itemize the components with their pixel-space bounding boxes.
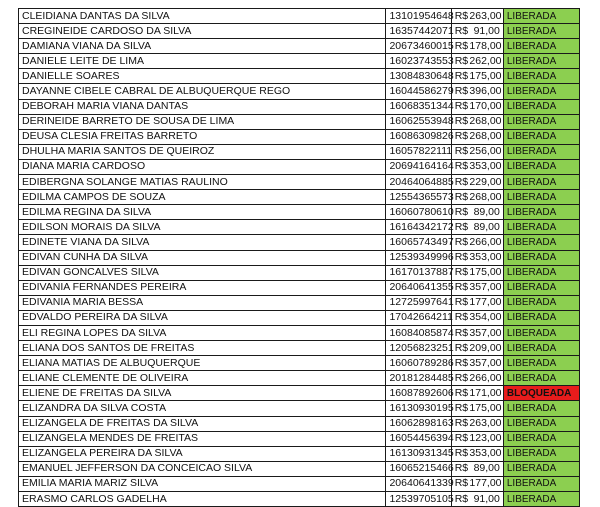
currency-cell: R$ [451, 84, 466, 99]
id-number-cell: 13084830648 [386, 69, 451, 84]
status-badge: LIBERADA [503, 24, 579, 39]
name-cell: EDIVANIA FERNANDES PEREIRA [19, 280, 386, 295]
status-badge: LIBERADA [503, 175, 579, 190]
name-cell: CREGINEIDE CARDOSO DA SILVA [19, 24, 386, 39]
amount-cell: 91,00 [466, 24, 503, 39]
status-badge: LIBERADA [503, 39, 579, 54]
currency-cell: R$ [451, 431, 466, 446]
status-badge: LIBERADA [503, 356, 579, 371]
currency-cell: R$ [451, 205, 466, 220]
status-badge: LIBERADA [503, 325, 579, 340]
amount-cell: 357,00 [466, 280, 503, 295]
amount-cell: 89,00 [466, 220, 503, 235]
amount-cell: 354,00 [466, 310, 503, 325]
table-row [19, 431, 580, 446]
name-cell: EDILMA REGINA DA SILVA [19, 205, 386, 220]
id-number-cell: 16023743553 [386, 54, 451, 69]
table-row [19, 69, 580, 84]
id-number-cell: 16054456394 [386, 431, 451, 446]
currency-cell: R$ [451, 386, 466, 401]
name-cell: ELIZANGELA PEREIRA DA SILVA [19, 446, 386, 461]
amount-cell: 353,00 [466, 159, 503, 174]
name-cell: DEBORAH MARIA VIANA DANTAS [19, 99, 386, 114]
amount-cell: 268,00 [466, 190, 503, 205]
amount-cell: 209,00 [466, 341, 503, 356]
currency-cell: R$ [451, 9, 466, 24]
currency-cell: R$ [451, 461, 466, 476]
name-cell: ELIANE CLEMENTE DE OLIVEIRA [19, 371, 386, 386]
id-number-cell: 16130931345 [386, 446, 451, 461]
table-row [19, 476, 580, 491]
status-badge: LIBERADA [503, 280, 579, 295]
status-badge: LIBERADA [503, 461, 579, 476]
id-number-cell: 20464064885 [386, 175, 451, 190]
name-cell: ELIZANGELA DE FREITAS DA SILVA [19, 416, 386, 431]
currency-cell: R$ [451, 310, 466, 325]
currency-cell: R$ [451, 235, 466, 250]
id-number-cell: 16057822111 [386, 144, 451, 159]
status-badge: LIBERADA [503, 190, 579, 205]
currency-cell: R$ [451, 220, 466, 235]
table-row [19, 250, 580, 265]
currency-cell: R$ [451, 144, 466, 159]
name-cell: DANIELE LEITE DE LIMA [19, 54, 386, 69]
table-row [19, 54, 580, 69]
currency-cell: R$ [451, 401, 466, 416]
table-row [19, 446, 580, 461]
currency-cell: R$ [451, 250, 466, 265]
amount-cell: 177,00 [466, 476, 503, 491]
id-number-cell: 13101954648 [386, 9, 451, 24]
name-cell: DANIELLE SOARES [19, 69, 386, 84]
name-cell: ELIENE DE FREITAS DA SILVA [19, 386, 386, 401]
id-number-cell: 20181284485 [386, 371, 451, 386]
id-number-cell: 16170137887 [386, 265, 451, 280]
name-cell: CLEIDIANA DANTAS DA SILVA [19, 9, 386, 24]
name-cell: EMILIA MARIA MARIZ SILVA [19, 476, 386, 491]
table-row [19, 24, 580, 39]
table-row [19, 99, 580, 114]
status-badge: LIBERADA [503, 295, 579, 310]
id-number-cell: 16357442071 [386, 24, 451, 39]
status-badge: LIBERADA [503, 416, 579, 431]
table-row [19, 175, 580, 190]
amount-cell: 229,00 [466, 175, 503, 190]
name-cell: DAMIANA VIANA DA SILVA [19, 39, 386, 54]
name-cell: DEUSA CLESIA FREITAS BARRETO [19, 129, 386, 144]
status-badge: LIBERADA [503, 144, 579, 159]
id-number-cell: 20640641355 [386, 280, 451, 295]
table-row [19, 356, 580, 371]
amount-cell: 268,00 [466, 114, 503, 129]
status-badge: LIBERADA [503, 250, 579, 265]
currency-cell: R$ [451, 416, 466, 431]
currency-cell: R$ [451, 492, 466, 507]
amount-cell: 268,00 [466, 129, 503, 144]
currency-cell: R$ [451, 114, 466, 129]
id-number-cell: 12725997641 [386, 295, 451, 310]
amount-cell: 175,00 [466, 69, 503, 84]
amount-cell: 175,00 [466, 265, 503, 280]
amount-cell: 263,00 [466, 416, 503, 431]
currency-cell: R$ [451, 295, 466, 310]
name-cell: DIANA MARIA CARDOSO [19, 159, 386, 174]
id-number-cell: 12554365573 [386, 190, 451, 205]
currency-cell: R$ [451, 99, 466, 114]
amount-cell: 178,00 [466, 39, 503, 54]
table-row [19, 461, 580, 476]
amount-cell: 89,00 [466, 461, 503, 476]
currency-cell: R$ [451, 159, 466, 174]
status-badge: LIBERADA [503, 220, 579, 235]
table-row [19, 144, 580, 159]
id-number-cell: 16086309826 [386, 129, 451, 144]
amount-cell: 256,00 [466, 144, 503, 159]
currency-cell: R$ [451, 129, 466, 144]
id-number-cell: 16062898163 [386, 416, 451, 431]
amount-cell: 353,00 [466, 250, 503, 265]
id-number-cell: 16044586279 [386, 84, 451, 99]
name-cell: ELIANA DOS SANTOS DE FREITAS [19, 341, 386, 356]
table-row [19, 492, 580, 507]
currency-cell: R$ [451, 54, 466, 69]
table-row [19, 39, 580, 54]
status-badge: LIBERADA [503, 341, 579, 356]
table-row [19, 325, 580, 340]
name-cell: EDILMA CAMPOS DE SOUZA [19, 190, 386, 205]
status-badge: LIBERADA [503, 99, 579, 114]
table-row [19, 129, 580, 144]
status-badge: LIBERADA [503, 431, 579, 446]
id-number-cell: 20640641339 [386, 476, 451, 491]
table-row [19, 401, 580, 416]
status-badge: LIBERADA [503, 69, 579, 84]
currency-cell: R$ [451, 190, 466, 205]
table-row [19, 386, 580, 401]
status-badge: LIBERADA [503, 129, 579, 144]
amount-cell: 357,00 [466, 356, 503, 371]
beneficiary-table [18, 8, 580, 507]
id-number-cell: 16164342172 [386, 220, 451, 235]
amount-cell: 170,00 [466, 99, 503, 114]
status-badge: LIBERADA [503, 84, 579, 99]
status-badge: LIBERADA [503, 235, 579, 250]
name-cell: EDVALDO PEREIRA DA SILVA [19, 310, 386, 325]
amount-cell: 396,00 [466, 84, 503, 99]
id-number-cell: 16084085874 [386, 325, 451, 340]
currency-cell: R$ [451, 325, 466, 340]
currency-cell: R$ [451, 175, 466, 190]
currency-cell: R$ [451, 265, 466, 280]
name-cell: EDIVAN GONCALVES SILVA [19, 265, 386, 280]
amount-cell: 89,00 [466, 205, 503, 220]
status-badge: LIBERADA [503, 371, 579, 386]
id-number-cell: 16065215466 [386, 461, 451, 476]
status-badge: LIBERADA [503, 446, 579, 461]
status-badge: LIBERADA [503, 492, 579, 507]
table-row [19, 190, 580, 205]
table-row [19, 341, 580, 356]
id-number-cell: 12539705105 [386, 492, 451, 507]
name-cell: EDILSON MORAIS DA SILVA [19, 220, 386, 235]
name-cell: EDIVAN CUNHA DA SILVA [19, 250, 386, 265]
name-cell: ELI REGINA LOPES DA SILVA [19, 325, 386, 340]
status-badge: LIBERADA [503, 114, 579, 129]
amount-cell: 353,00 [466, 446, 503, 461]
table-row [19, 235, 580, 250]
table-row [19, 310, 580, 325]
id-number-cell: 16068351344 [386, 99, 451, 114]
currency-cell: R$ [451, 280, 466, 295]
currency-cell: R$ [451, 371, 466, 386]
id-number-cell: 12056823251 [386, 341, 451, 356]
amount-cell: 266,00 [466, 371, 503, 386]
id-number-cell: 16062553948 [386, 114, 451, 129]
status-badge: LIBERADA [503, 401, 579, 416]
table-row [19, 371, 580, 386]
table-row [19, 205, 580, 220]
amount-cell: 357,00 [466, 325, 503, 340]
name-cell: EDIVANIA MARIA BESSA [19, 295, 386, 310]
name-cell: ELIZANDRA DA SILVA COSTA [19, 401, 386, 416]
name-cell: EDIBERGNA SOLANGE MATIAS RAULINO [19, 175, 386, 190]
status-badge: LIBERADA [503, 310, 579, 325]
id-number-cell: 16087892606 [386, 386, 451, 401]
table-row [19, 280, 580, 295]
name-cell: EDINETE VIANA DA SILVA [19, 235, 386, 250]
id-number-cell: 16130930195 [386, 401, 451, 416]
amount-cell: 171,00 [466, 386, 503, 401]
amount-cell: 262,00 [466, 54, 503, 69]
table-row [19, 220, 580, 235]
amount-cell: 266,00 [466, 235, 503, 250]
table-row [19, 416, 580, 431]
table-row [19, 84, 580, 99]
id-number-cell: 17042664211 [386, 310, 451, 325]
status-badge: LIBERADA [503, 265, 579, 280]
currency-cell: R$ [451, 24, 466, 39]
status-badge: BLOQUEADA [503, 386, 579, 401]
id-number-cell: 16060780610 [386, 205, 451, 220]
table-row [19, 295, 580, 310]
status-badge: LIBERADA [503, 159, 579, 174]
status-badge: LIBERADA [503, 205, 579, 220]
name-cell: EMANUEL JEFFERSON DA CONCEICAO SILVA [19, 461, 386, 476]
name-cell: DAYANNE CIBELE CABRAL DE ALBUQUERQUE REGO [19, 84, 386, 99]
table-body [19, 9, 580, 507]
status-badge: LIBERADA [503, 476, 579, 491]
amount-cell: 175,00 [466, 401, 503, 416]
currency-cell: R$ [451, 356, 466, 371]
name-cell: DERINEIDE BARRETO DE SOUSA DE LIMA [19, 114, 386, 129]
table-row [19, 159, 580, 174]
id-number-cell: 16060789286 [386, 356, 451, 371]
id-number-cell: 16065743497 [386, 235, 451, 250]
currency-cell: R$ [451, 446, 466, 461]
status-badge: LIBERADA [503, 9, 579, 24]
amount-cell: 123,00 [466, 431, 503, 446]
id-number-cell: 20694164164 [386, 159, 451, 174]
amount-cell: 263,00 [466, 9, 503, 24]
name-cell: ERASMO CARLOS GADELHA [19, 492, 386, 507]
currency-cell: R$ [451, 476, 466, 491]
currency-cell: R$ [451, 69, 466, 84]
id-number-cell: 12539349996 [386, 250, 451, 265]
name-cell: DHULHA MARIA SANTOS DE QUEIROZ [19, 144, 386, 159]
currency-cell: R$ [451, 39, 466, 54]
name-cell: ELIANA MATIAS DE ALBUQUERQUE [19, 356, 386, 371]
table-row [19, 114, 580, 129]
table-row [19, 9, 580, 24]
name-cell: ELIZANGELA MENDES DE FREITAS [19, 431, 386, 446]
amount-cell: 91,00 [466, 492, 503, 507]
id-number-cell: 20673460015 [386, 39, 451, 54]
table-row [19, 265, 580, 280]
status-badge: LIBERADA [503, 54, 579, 69]
currency-cell: R$ [451, 341, 466, 356]
amount-cell: 177,00 [466, 295, 503, 310]
